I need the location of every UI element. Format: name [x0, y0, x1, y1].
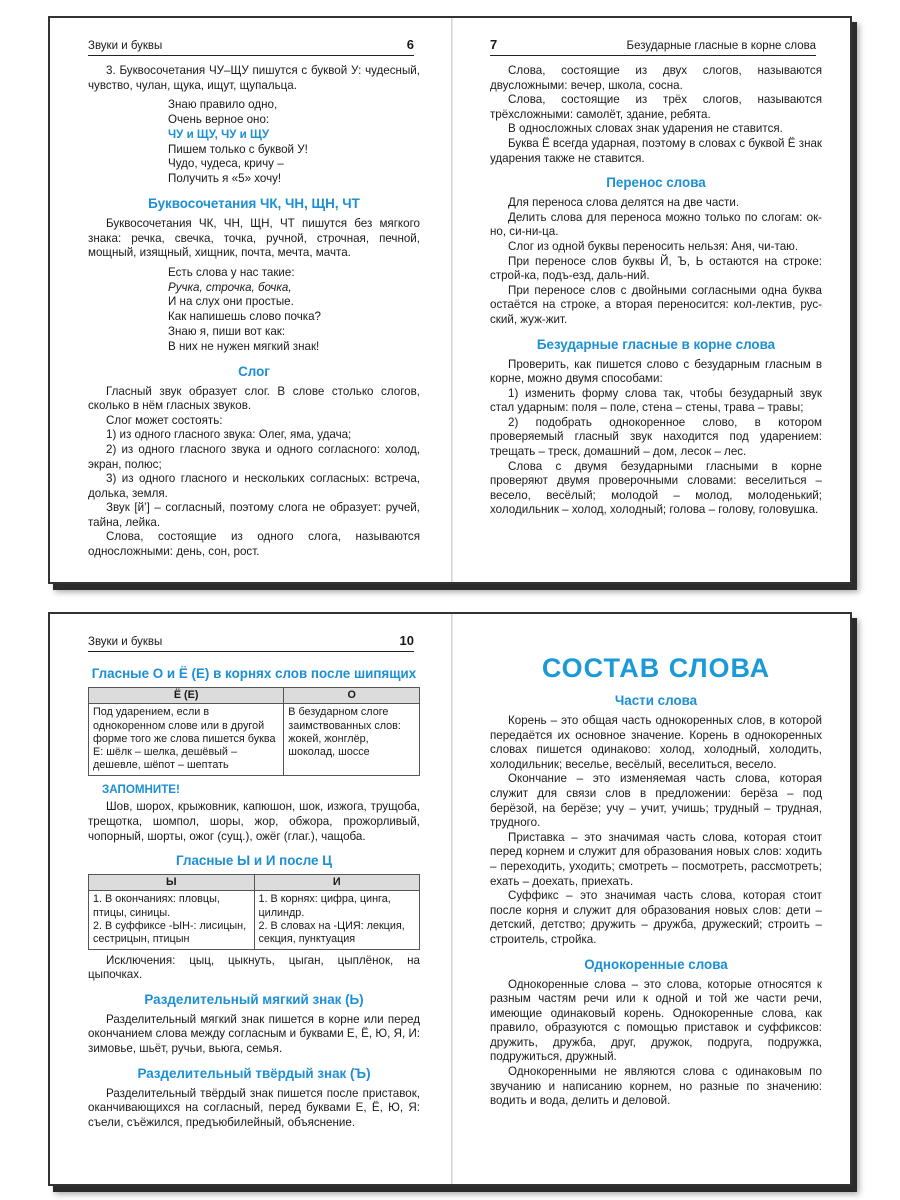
table-cell — [89, 891, 255, 949]
paragraph: Разделительный твёрдый знак пишется после приставок, оканчивающихся на согласный, перед буквами Е, Ё, Ю, Я: съели, съёжился, предъюбилейный, объяснение. — [88, 1086, 420, 1129]
poem-line: Получить я «5» хочу! — [168, 172, 282, 186]
poem-line: Есть слова у нас такие: — [168, 265, 295, 279]
page-content — [490, 644, 822, 1109]
poem-line: Знаю я, пиши вот как: — [168, 324, 286, 338]
poem-line: Пишем только с буквой У! — [168, 142, 308, 156]
section-heading: Разделительный мягкий знак (Ь) — [144, 991, 364, 1007]
page-6 — [50, 18, 452, 582]
poem-line: Чудо, чудеса, кричу – — [168, 157, 284, 171]
table-header: О — [284, 688, 420, 704]
poem-line: И на слух они простые. — [168, 295, 294, 309]
page-content — [490, 64, 822, 518]
paragraph: Делить слова для переноса можно только по слогам: ок-но, си-ни-ца. — [490, 210, 822, 239]
section-heading: Безударные гласные в корне слова — [536, 336, 776, 352]
paragraph: Шов, шорох, крыжовник, капюшон, шок, изжога, трущоба, трещотка, шомпол, шоры, жор, обжора, прожорливый, чопорный, шорты, ожог (сущ.), ожёг (глаг.), чащоба. — [88, 800, 420, 843]
paragraph: 3. Буквосочетания ЧУ–ЩУ пишутся с буквой У: чудесный, чувство, чулан, щука, ищут, щупальца. — [88, 64, 420, 92]
page-7 — [452, 18, 854, 582]
running-header — [88, 632, 414, 652]
poem-line: В них не нужен мягкий знак! — [168, 339, 320, 353]
table-header: Ё (Е) — [89, 688, 284, 704]
list-item: 1) из одного гласного звука: Олег, яма, удача; — [106, 428, 352, 442]
list-item: 3) из одного гласного и нескольких согласных: встреча, долька, земля. — [88, 472, 420, 500]
section-heading: Слог — [238, 363, 270, 379]
cell-line: 1. В корнях: цифра, цинга, цилиндр. — [258, 893, 391, 919]
page-content — [88, 64, 420, 560]
section-heading: Перенос слова — [606, 175, 706, 191]
paragraph: Буква Ё всегда ударная, поэтому в словах с буквой Ё знак ударения также не ставится. — [490, 136, 822, 165]
poem-line: Как напишешь слово почка? — [168, 310, 321, 324]
paragraph: Приставка – это значимая часть слова, которая стоит перед корнем и служит для образования новых слов: ходить – переходить, уходить; смотреть – посмотреть, рассмотреть; ехать – доехать, приехать. — [490, 830, 822, 888]
section-heading: Разделительный твёрдый знак (Ъ) — [137, 1065, 371, 1081]
running-header — [88, 36, 414, 56]
chapter-title: СОСТАВ СЛОВА — [541, 653, 771, 683]
list-item: 2) из одного гласного звука и одного согласного: холод, экран, полюс; — [88, 442, 420, 471]
section-heading: Гласные Ы и И после Ц — [176, 853, 332, 869]
running-header — [490, 36, 816, 56]
table-cell — [254, 891, 420, 949]
page-number: 6 — [406, 37, 414, 52]
section-heading: Буквосочетания ЧК, ЧН, ЩН, ЧТ — [148, 195, 360, 211]
poem — [168, 98, 420, 187]
paragraph: Для переноса слова делятся на две части. — [508, 196, 740, 210]
section-header: Звуки и буквы — [88, 40, 163, 52]
spread-pages-10-11 — [48, 612, 852, 1186]
page-10 — [50, 614, 452, 1184]
table-header: И — [254, 875, 420, 891]
poem-line: Очень верное оно: — [168, 112, 270, 126]
cell-line: 1. В окончаниях: пловцы, птицы, синицы. — [93, 893, 220, 919]
paragraph: Окончание – это изменяемая часть слова, которая служит для связи слов в предложении: берёза – под берёзой, на берёзе; учу – учит, учишь; трудный – трудная, трудного. — [490, 772, 822, 830]
paragraph: Буквосочетания ЧК, ЧН, ЩН, ЧТ пишутся без мягкого знака: речка, свечка, точка, ручной, строчная, печной, мощный, изящный, хищник, почта, мечта, мачта. — [88, 216, 420, 260]
spread-pages-6-7 — [48, 16, 852, 584]
exceptions-text: Исключения: цыц, цыкнуть, цыган, цыплёнок, на цыпочках. — [88, 953, 420, 982]
paragraph: Звук [й’] – согласный, поэтому слога не образует: ручей, тайна, лейка. — [88, 501, 420, 529]
paragraph: Слова с двумя безударными гласными в корне проверяют двумя проверочными словами: веселиться – весело, весёлый; молодой – молод, молоденький; холодильник – холод, холодный; голова – голову, головушка. — [490, 459, 822, 517]
paragraph: Проверить, как пишется слово с безударным гласным в корне, можно двумя способами: — [490, 357, 822, 386]
paragraph: Слова, состоящие из трёх слогов, называются трёхсложными: самолёт, здание, ребята. — [490, 93, 822, 121]
poem-line: ЧУ и ЩУ, ЧУ и ЩУ — [168, 127, 270, 141]
paragraph: Однокоренные слова – это слова, которые относятся к разным частям речи или к одной и той же части речи, имеющие одинаковый корень. Однокоренные слова, как правило, образуются с помощью приставок и суффиксов: дружить, дружба, друг, дружок, подруга, подружка, подружиться, дружный. — [490, 977, 822, 1064]
paragraph: В односложных словах знак ударения не ставится. — [508, 122, 783, 136]
section-header: Безударные гласные в корне слова — [626, 40, 816, 52]
page-content — [88, 660, 420, 1130]
remember-label: ЗАПОМНИТЕ! — [102, 782, 180, 796]
paragraph: Корень – это общая часть однокоренных слов, в которой передаётся их основное значение. Корень в однокоренных словах пишется одинаково: холод, холодный, холодить, холодильник; веселье, весёлый, веселиться, весело. — [490, 714, 822, 771]
poem-line: Ручка, строчка, бочка, — [168, 280, 292, 294]
paragraph: Гласный звук образует слог. В слове столько слогов, сколько в нём гласных звуков. — [88, 384, 420, 413]
paragraph: Слог может состоять: — [106, 413, 223, 427]
page-number: 7 — [490, 37, 498, 52]
list-item: 2) подобрать однокоренное слово, в котором проверяемый гласный звук находится под ударением: трещать – треск, домашний – дом, лесок – лес. — [490, 415, 822, 459]
paragraph: Суффикс – это значимая часть слова, которая стоит после корня и служит для образования новых слов: дети – детский, детство; дружить – дружба, дружеский; строить – строитель, стройка. — [490, 889, 822, 946]
list-item: 1) изменить форму слова так, чтобы безударный звук стал ударным: поля – поле, стена – стены, трава – травы; — [490, 386, 822, 415]
paragraph: При переносе слов с двойными согласными одна буква остаётся на строке, а вторая переносится: кол-лектив, рус-ский, жуж-жит. — [490, 283, 822, 326]
paragraph: Слова, состоящие из одного слога, называются односложными: день, сон, рост. — [88, 530, 420, 559]
paragraph: При переносе слов буквы Й, Ъ, Ь остаются на строке: строй-ка, подъ-езд, даль-ний. — [490, 254, 822, 283]
section-header: Звуки и буквы — [88, 636, 163, 648]
cell-line: 2. В суффиксе -ЫН-: лисицын, сестрицын, птицын — [93, 920, 247, 946]
paragraph: Однокоренными не являются слова с одинаковым по звучанию и написанию корнем, но разные по значению: водить и вода, делить и деловой. — [490, 1065, 822, 1108]
table-cell: В безударном слоге заимствованных слов: жокей, жонглёр, шоколад, шоссе — [284, 704, 420, 775]
poem — [168, 266, 420, 355]
paragraph: Слова, состоящие из двух слогов, называются двусложными: вечер, школа, сосна. — [490, 64, 822, 92]
o-yo-table — [88, 687, 420, 776]
paragraph: Разделительный мягкий знак пишется в корне или перед окончанием слова между согласным и буквами Е, Ё, Ю, Я, И: зимовье, шьёт, ручьи, вьюга, семья. — [88, 1012, 420, 1056]
page-number: 10 — [399, 633, 414, 648]
paragraph: Слог из одной буквы переносить нельзя: Аня, чи-таю. — [508, 239, 799, 253]
section-heading: Однокоренные слова — [584, 956, 728, 972]
y-i-table — [88, 874, 420, 949]
poem-line: Знаю правило одно, — [168, 98, 278, 112]
table-header: Ы — [89, 875, 255, 891]
table-cell: Под ударением, если в однокоренном слове или в другой форме того же слова пишется буква Е: шёлк – шелка, дешёвый – дешевле, шёпот – шептать — [89, 704, 284, 775]
section-heading: Части слова — [614, 693, 698, 708]
cell-line: 2. В словах на -ЦИЯ: лекция, секция, пунктуация — [258, 920, 405, 946]
section-heading: Гласные О и Ё (Е) в корнях слов после шипящих — [91, 666, 417, 681]
page-11 — [452, 614, 854, 1184]
